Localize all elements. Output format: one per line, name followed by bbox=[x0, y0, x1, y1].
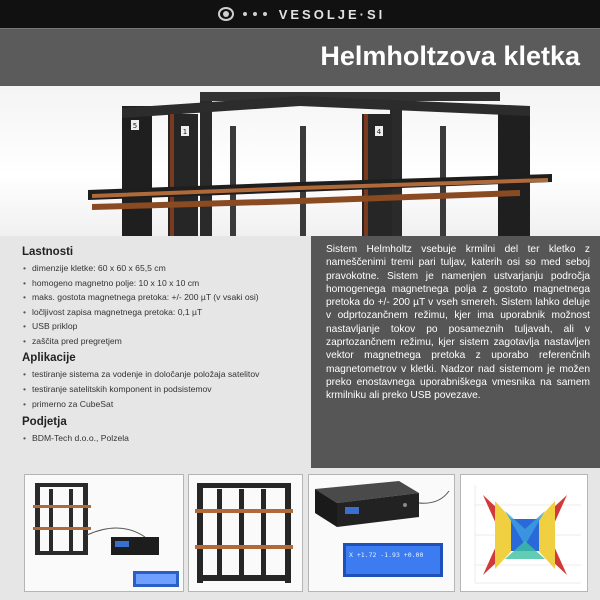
cage-label: 5 bbox=[132, 122, 138, 130]
dot-icon bbox=[253, 12, 257, 16]
brand-name: VESOLJE·SI bbox=[278, 6, 386, 22]
applications-heading: Aplikacije bbox=[22, 352, 76, 364]
title-bar bbox=[0, 28, 600, 86]
description-box bbox=[311, 236, 600, 468]
planet-icon bbox=[215, 7, 237, 21]
properties-list bbox=[22, 261, 312, 348]
list-item: • homogeno magnetno polje: 10 x 10 x 10 cm bbox=[22, 276, 312, 291]
companies-list bbox=[22, 431, 312, 446]
properties-heading: Lastnosti bbox=[22, 246, 74, 258]
companies-heading: Podjetja bbox=[22, 416, 67, 428]
list-item: • primerno za CubeSat bbox=[22, 397, 312, 412]
top-bar bbox=[0, 0, 600, 28]
thumbnail-controller[interactable] bbox=[308, 474, 455, 592]
display-readout: X +1.72 -1.93 +0.00 bbox=[349, 551, 424, 559]
page-title: Helmholtzova kletka bbox=[320, 41, 580, 71]
description-text: Sistem Helmholtz vsebuje krmilni del ter kletko z nameščenimi tremi pari tuljav, katerih osi so med seboj pravokotne. Sistem je namenjen ustvarjanju področja homogenega magnetnega polja z gostoto magnetnega pretoka do +/- 200 µT v vseh smereh. Sistem lahko deluje v odprtozančnem režimu, kjer ima uporabnik možnost nastavljanje tokov po posameznih tuljavah, ali v zaprtozančnem režimu, kjer sistem zagotavlja nastavljen vektor magnetnega pretoka z uporabo referenčnih magnetometrov v kletki. Nadzor nad sistemom je možen preko enostavnega uporabniškega vmesnika na samem krmilniku ali preko USB povezave. bbox=[326, 244, 590, 402]
list-item: • testiranje satelitskih komponent in podsistemov bbox=[22, 382, 312, 397]
list-item: • ločljivost zapisa magnetnega pretoka: 0,1 µT bbox=[22, 305, 312, 320]
brand-logo[interactable] bbox=[215, 7, 386, 22]
thumbnail-cage-setup[interactable] bbox=[24, 474, 184, 592]
cage-label: 1 bbox=[182, 128, 188, 136]
list-item: • maks. gostota magnetnega pretoka: +/- 200 µT (v vsaki osi) bbox=[22, 290, 312, 305]
cage-image bbox=[189, 475, 303, 592]
field-simulation-image bbox=[461, 475, 588, 592]
dot-icon bbox=[263, 12, 267, 16]
list-item: • BDM-Tech d.o.o., Polzela bbox=[22, 431, 312, 446]
list-item: • testiranje sistema za vodenje in določanje položaja satelitov bbox=[22, 367, 312, 382]
thumbnail-field-simulation[interactable] bbox=[460, 474, 588, 592]
helmholtz-cage-photo bbox=[0, 86, 600, 236]
list-item: • USB priklop bbox=[22, 319, 312, 334]
controller-image bbox=[309, 475, 455, 592]
thumbnail-cage[interactable] bbox=[188, 474, 303, 592]
dot-icon bbox=[243, 12, 247, 16]
applications-list bbox=[22, 367, 312, 412]
list-item: • zaščita pred pregretjem bbox=[22, 334, 312, 349]
cage-label: 4 bbox=[376, 128, 382, 136]
cage-setup-image bbox=[25, 475, 184, 592]
properties-panel bbox=[22, 246, 312, 450]
hero-image bbox=[0, 86, 600, 236]
list-item: • dimenzije kletke: 60 x 60 x 65,5 cm bbox=[22, 261, 312, 276]
